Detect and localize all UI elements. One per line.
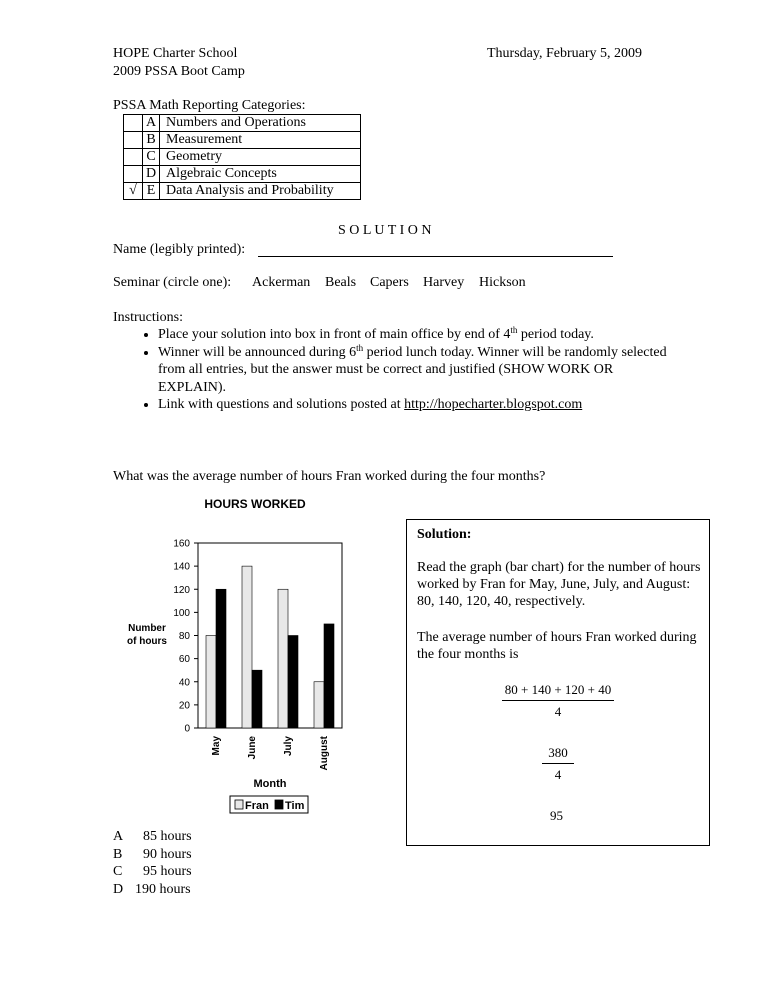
y-tick-label: 160 bbox=[173, 538, 190, 550]
y-tick-label: 60 bbox=[178, 654, 190, 666]
instructions-label: Instructions: bbox=[113, 310, 183, 325]
category-name: Numbers and Operations bbox=[160, 115, 361, 132]
legend-swatch bbox=[235, 800, 243, 809]
category-letter: E bbox=[143, 183, 160, 200]
date: Thursday, February 5, 2009 bbox=[487, 46, 643, 61]
answer-text: 85 hours bbox=[143, 829, 192, 844]
fraction-sum bbox=[502, 682, 614, 720]
y-axis-label-line1: Number bbox=[128, 623, 166, 634]
solution-paragraph-2: The average number of hours Fran worked during the four months is bbox=[417, 630, 697, 662]
name-label: Name (legibly printed): bbox=[113, 242, 246, 257]
answer-choice-a[interactable] bbox=[113, 828, 192, 846]
answer-text: 190 hours bbox=[135, 881, 191, 897]
solution-heading: S O L U T I O N bbox=[338, 223, 432, 238]
category-letter: B bbox=[143, 132, 160, 149]
y-tick-label: 100 bbox=[173, 607, 190, 619]
instruction-text: Link with questions and solutions posted at bbox=[158, 397, 405, 412]
x-tick-label: August bbox=[319, 736, 330, 771]
category-letter: A bbox=[143, 115, 160, 132]
seminar-option-harvey[interactable]: Harvey bbox=[423, 275, 465, 290]
category-check bbox=[124, 149, 143, 166]
legend-swatch bbox=[275, 800, 283, 809]
instruction-item bbox=[158, 344, 678, 397]
instructions-list bbox=[136, 326, 678, 414]
fraction-denominator: 4 bbox=[554, 704, 562, 719]
category-letter: C bbox=[143, 149, 160, 166]
y-tick-label: 20 bbox=[178, 700, 190, 712]
seminar-option-ackerman[interactable]: Ackerman bbox=[252, 275, 311, 290]
category-check bbox=[124, 166, 143, 183]
school-name: HOPE Charter School bbox=[113, 46, 238, 61]
x-axis-label: Month bbox=[253, 778, 287, 790]
bar-tim bbox=[288, 636, 298, 729]
seminar-option-beals[interactable]: Beals bbox=[325, 275, 357, 290]
category-check bbox=[124, 115, 143, 132]
instruction-text: Place your solution into box in front of main office by end of 4 bbox=[158, 327, 511, 342]
seminar-option-capers[interactable]: Capers bbox=[370, 275, 409, 290]
ordinal-suffix: th bbox=[510, 325, 518, 335]
seminar-option-hickson[interactable]: Hickson bbox=[479, 275, 526, 290]
event-name: 2009 PSSA Boot Camp bbox=[113, 64, 245, 79]
bar-fran bbox=[314, 682, 324, 728]
category-row bbox=[124, 183, 361, 200]
y-tick-label: 40 bbox=[178, 677, 190, 689]
instruction-text: Winner will be announced during 6 bbox=[158, 344, 357, 360]
instruction-item bbox=[158, 396, 678, 414]
blog-link[interactable]: http://hopecharter.blogspot.com bbox=[404, 397, 583, 412]
bar-fran bbox=[242, 566, 252, 728]
category-row bbox=[124, 166, 361, 183]
x-tick-label: June bbox=[247, 736, 258, 760]
instruction-text: period lunch today. Winner will be randomly selected from all entries, but the answer must be correct and justified (SHOW WORK OR EXPLAIN). bbox=[158, 344, 667, 395]
y-axis-label bbox=[127, 636, 167, 647]
bar-tim bbox=[324, 624, 334, 728]
category-check bbox=[124, 132, 143, 149]
fraction-total bbox=[542, 745, 574, 783]
chart-title: HOURS WORKED bbox=[204, 497, 306, 511]
category-name: Measurement bbox=[160, 132, 361, 149]
fraction-numerator: 380 bbox=[542, 745, 574, 764]
answer-letter: B bbox=[113, 846, 123, 862]
y-tick-label: 120 bbox=[173, 584, 190, 596]
fraction-denominator: 4 bbox=[554, 767, 562, 782]
seminar-label: Seminar (circle one): bbox=[113, 275, 232, 290]
legend-label: Tim bbox=[285, 800, 305, 812]
y-axis-label-line2: of hours bbox=[127, 636, 167, 647]
answer-text: 95 hours bbox=[143, 864, 192, 879]
solution-box bbox=[406, 519, 710, 846]
ordinal-suffix: th bbox=[356, 342, 364, 353]
category-letter: D bbox=[143, 166, 160, 183]
bar-fran bbox=[206, 636, 216, 729]
chart-legend bbox=[230, 796, 308, 813]
name-field[interactable] bbox=[258, 256, 613, 257]
answer-letter: D bbox=[113, 881, 124, 897]
category-name: Data Analysis and Probability bbox=[160, 183, 361, 200]
category-check: √ bbox=[124, 183, 143, 200]
answer-choices bbox=[113, 828, 192, 898]
category-row bbox=[124, 115, 361, 132]
fraction-numerator: 80 + 140 + 120 + 40 bbox=[502, 682, 614, 701]
categories-table bbox=[123, 114, 361, 200]
categories-heading: PSSA Math Reporting Categories: bbox=[113, 98, 306, 113]
y-tick-label: 80 bbox=[178, 631, 190, 642]
answer-choice-b[interactable] bbox=[113, 846, 192, 864]
legend-label: Fran bbox=[245, 800, 269, 812]
answer-choice-c[interactable] bbox=[113, 863, 192, 881]
y-tick-label: 0 bbox=[184, 723, 190, 735]
solution-result: 95 bbox=[550, 808, 563, 823]
solution-paragraph-1: Read the graph (bar chart) for the number of hours worked by Fran for May, June, July, and August: 80, 140, 120, 40, respectively. bbox=[417, 560, 701, 609]
answer-letter: C bbox=[113, 864, 123, 879]
answer-text: 90 hours bbox=[143, 846, 192, 862]
bar-tim bbox=[216, 589, 226, 728]
y-axis-label bbox=[128, 623, 166, 634]
solution-title: Solution: bbox=[417, 527, 472, 542]
question-text: What was the average number of hours Fran worked during the four months? bbox=[113, 469, 546, 484]
x-tick-label: July bbox=[283, 736, 294, 757]
bar-tim bbox=[252, 670, 262, 728]
category-row bbox=[124, 132, 361, 149]
category-name: Algebraic Concepts bbox=[160, 166, 361, 183]
answer-choice-d[interactable] bbox=[113, 881, 192, 899]
y-tick-label: 140 bbox=[173, 561, 190, 573]
instruction-item bbox=[158, 326, 678, 344]
hours-worked-chart bbox=[115, 490, 350, 825]
answer-letter: A bbox=[113, 829, 124, 844]
x-tick-label: May bbox=[211, 736, 222, 756]
category-row bbox=[124, 149, 361, 166]
instruction-text: period today. bbox=[517, 327, 594, 342]
category-name: Geometry bbox=[160, 149, 361, 166]
bar-fran bbox=[278, 589, 288, 728]
